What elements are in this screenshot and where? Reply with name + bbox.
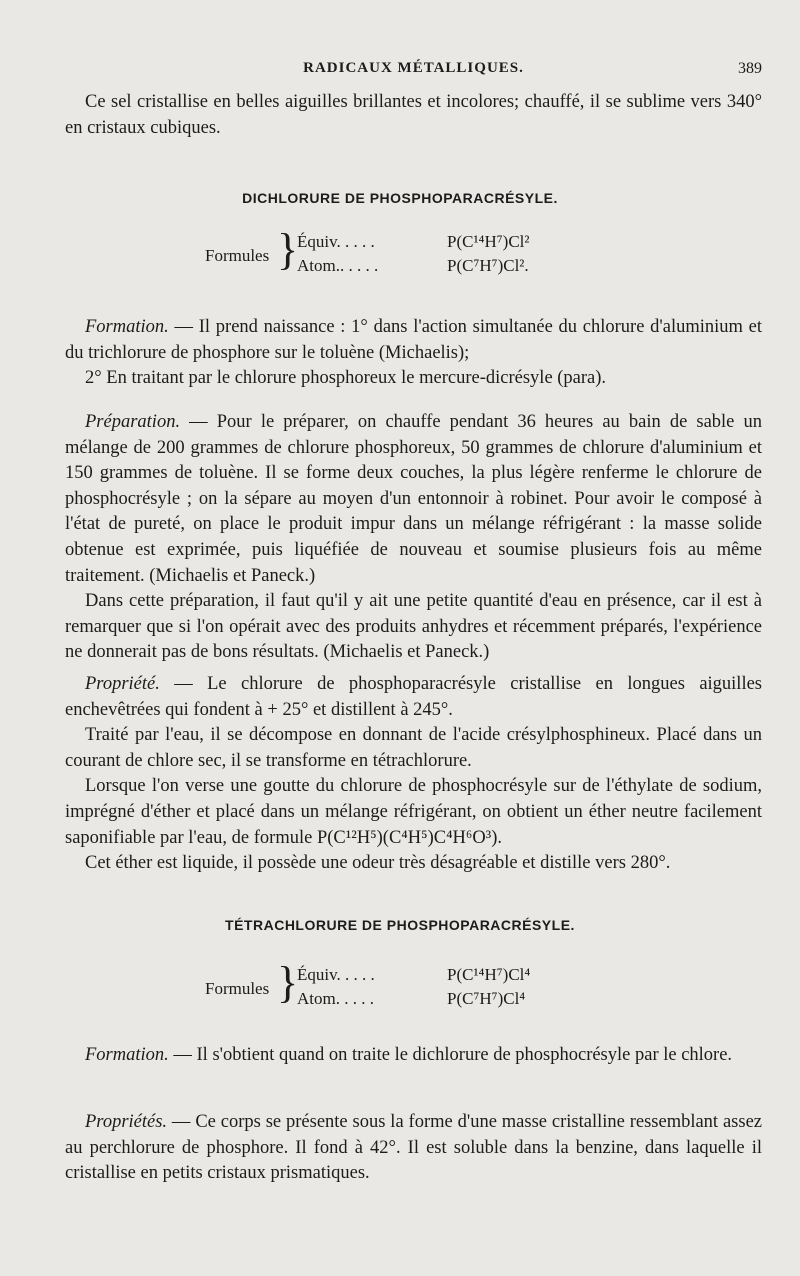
page-number: 389 [738,60,762,77]
formation-section-2 [65,1043,762,1069]
propriete-text: — Le chlorure de phosphoparacrésyle cristallise en longues aiguilles enchevêtrées qui fondent à + 25° et distillent à 245°. [65,674,762,720]
formula-row-atom [297,989,537,1011]
brace-icon: } [277,958,299,1007]
formula-row-equiv [297,232,537,254]
propriete-label: Propriété. [85,674,160,694]
formula-block-dichlorure [205,225,545,286]
formula-atom-value: P(C⁷H⁷)Cl⁴ [447,989,526,1008]
formula-equiv-label: Équiv. . . . . [297,232,375,251]
running-title: RADICAUX MÉTALLIQUES. [303,60,524,76]
section-heading-dichlorure: DICHLORURE DE PHOSPHOPARACRÉSYLE. [242,190,558,206]
formation-paragraph [65,315,762,366]
formula-row-atom [297,256,537,278]
proprietes-label: Propriétés. [85,1112,168,1132]
brace-icon: } [277,225,299,274]
proprietes-text: — Ce corps se présente sous la forme d'une masse cristalline ressemblant assez au perchlorure de phosphore. Il fond à 42°. Il est soluble dans la benzine, dans laquelle il cristallise en petits cristaux prismatiques. [65,1112,762,1184]
formation-label: Formation. [85,1045,169,1065]
propriete-section [65,672,762,877]
formation-text: — Il prend naissance : 1° dans l'action simultanée du chlorure d'aluminium et du trichlorure de phosphore sur le toluène (Michaelis); [65,317,762,363]
formula-block-tetrachlorure [205,958,545,1019]
formation-paragraph-2: 2° En traitant par le chlorure phosphoreux le mercure-dicrésyle (para). [85,368,607,389]
propriete-paragraph-3: Lorsque l'on verse une goutte du chlorure de phosphocrésyle sur de l'éthylate de sodium, imprégné d'éther et placé dans un mélange réfrigérant, on obtient un éther neutre facilement saponifiable par l'eau, de formule P(C¹²H⁵)(C⁴H⁵)C⁴H⁶O³). [65,776,762,848]
running-head [65,60,762,84]
proprietes-paragraph [65,1110,762,1187]
preparation-paragraph [65,410,762,589]
formation-label: Formation. [85,317,169,337]
section-heading-tetrachlorure: TÉTRACHLORURE DE PHOSPHOPARACRÉSYLE. [225,917,575,933]
preparation-section [65,410,762,666]
formula-atom-label: Atom. . . . . [297,989,374,1008]
propriete-paragraph-2: Traité par l'eau, il se décompose en donnant de l'acide crésylphosphineux. Placé dans un courant de chlore sec, il se transforme en tétrachlorure. [65,725,762,771]
formula-atom-value: P(C⁷H⁷)Cl². [447,256,529,275]
formula-atom-label: Atom.. . . . . [297,256,379,275]
propriete-paragraph [65,672,762,723]
intro-text: Ce sel cristallise en belles aiguilles brillantes et incolores; chauffé, il se sublime vers 340° en cristaux cubiques. [65,92,762,138]
preparation-text: — Pour le préparer, on chauffe pendant 36 heures au bain de sable un mélange de 200 grammes de chlorure phosphoreux, 50 grammes de chlorure d'aluminium et 150 grammes de toluène. Il se forme deux couches, la plus légère renferme le chlorure de phosphocrésyle ; on la sépare au moyen d'un entonnoir à robinet. Pour avoir le composé à l'état de pureté, on place le produit impur dans un mélange réfrigérant : la masse solide obtenue est exprimée, puis liquéfiée de nouveau et soumise plusieurs fois au même traitement. (Michaelis et Paneck.) [65,412,762,586]
preparation-label: Préparation. [85,412,181,432]
formation-text: — Il s'obtient quand on traite le dichlorure de phosphocrésyle par le chlore. [168,1045,733,1065]
propriete-paragraph-4: Cet éther est liquide, il possède une odeur très désagréable et distille vers 280°. [85,853,671,874]
proprietes-section [65,1110,762,1187]
formula-equiv-value: P(C¹⁴H⁷)Cl⁴ [447,965,531,984]
formation-paragraph [65,1043,762,1069]
preparation-paragraph-2: Dans cette préparation, il faut qu'il y ait une petite quantité d'eau en présence, car il est à remarquer que si l'on opérait avec des produits anhydres et récemment préparés, l'expérience ne donnerait pas de bons résultats. (Michaelis et Paneck.) [65,591,762,663]
formula-row-equiv [297,965,537,987]
formation-section-1 [65,315,762,392]
formula-equiv-label: Équiv. . . . . [297,965,375,984]
formula-label: Formules [205,246,270,265]
formula-label: Formules [205,979,270,998]
intro-paragraph [65,90,762,141]
formula-equiv-value: P(C¹⁴H⁷)Cl² [447,232,530,251]
